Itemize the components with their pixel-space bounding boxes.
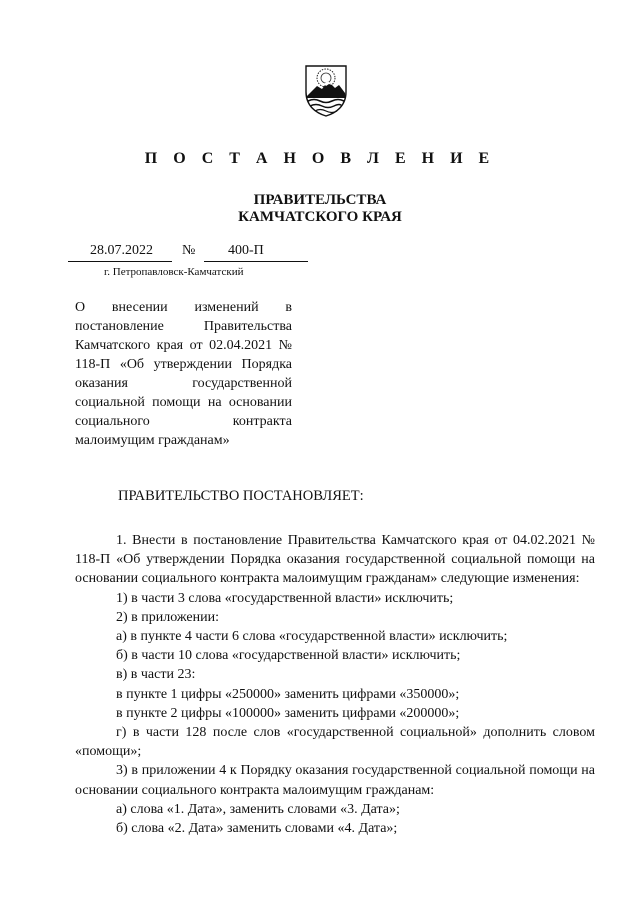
document-body bbox=[75, 531, 595, 838]
paragraph-9: г) в части 128 после слов «государственной социальной» дополнить словом «помощи»; bbox=[75, 725, 595, 760]
document-subject bbox=[75, 298, 292, 450]
paragraph-3: 2) в приложении: bbox=[116, 609, 219, 625]
document-number: 400-П bbox=[228, 243, 264, 258]
paragraph-6: в) в части 23: bbox=[116, 667, 196, 683]
paragraph-1: 1. Внести в постановление Правительства Камчатского края от 04.02.2021 № 118-П «Об утверждении Порядка оказания государственной социальной помощи на основании социального контракта малоимущим гражданам» следующие изменения: bbox=[75, 533, 595, 587]
subject-text: О внесении изменений в постановление Правительства Камчатского края от 02.04.2021 № 118-П «Об утверждении Порядка оказания государственной социальной помощи на основании социального контракта малоимущим гражданам» bbox=[75, 300, 292, 448]
paragraph-5: б) в части 10 слова «государственной власти» исключить; bbox=[116, 648, 461, 664]
paragraph-2: 1) в части 3 слова «государственной власти» исключить; bbox=[116, 590, 454, 606]
date-number-line bbox=[68, 243, 308, 261]
authority-line-2: КАМЧАТСКОГО КРАЯ bbox=[238, 209, 402, 225]
paragraph-4: а) в пункте 4 части 6 слова «государственной власти» исключить; bbox=[116, 629, 508, 645]
number-sign: № bbox=[182, 243, 196, 258]
paragraph-10: 3) в приложении 4 к Порядку оказания государственной социальной помощи на основании социального контракта малоимущим гражданам: bbox=[75, 763, 595, 798]
paragraph-11: а) слова «1. Дата», заменить словами «3. Дата»; bbox=[116, 801, 400, 817]
paragraph-8: в пункте 2 цифры «100000» заменить цифрами «200000»; bbox=[116, 705, 460, 721]
document-title: П О С Т А Н О В Л Е Н И Е bbox=[144, 150, 496, 167]
paragraph-12: б) слова «2. Дата» заменить словами «4. Дата»; bbox=[116, 821, 398, 837]
number-underline bbox=[204, 261, 308, 262]
decree-heading: ПРАВИТЕЛЬСТВО ПОСТАНОВЛЯЕТ: bbox=[118, 488, 364, 504]
date-underline bbox=[68, 261, 172, 262]
document-date: 28.07.2022 bbox=[90, 243, 153, 258]
authority-line-1: ПРАВИТЕЛЬСТВА bbox=[253, 192, 387, 208]
kamchatka-emblem-icon bbox=[298, 62, 354, 118]
issuing-authority bbox=[0, 192, 640, 226]
city-label: г. Петропавловск-Камчатский bbox=[104, 266, 244, 278]
paragraph-7: в пункте 1 цифры «250000» заменить цифрами «350000»; bbox=[116, 686, 460, 702]
